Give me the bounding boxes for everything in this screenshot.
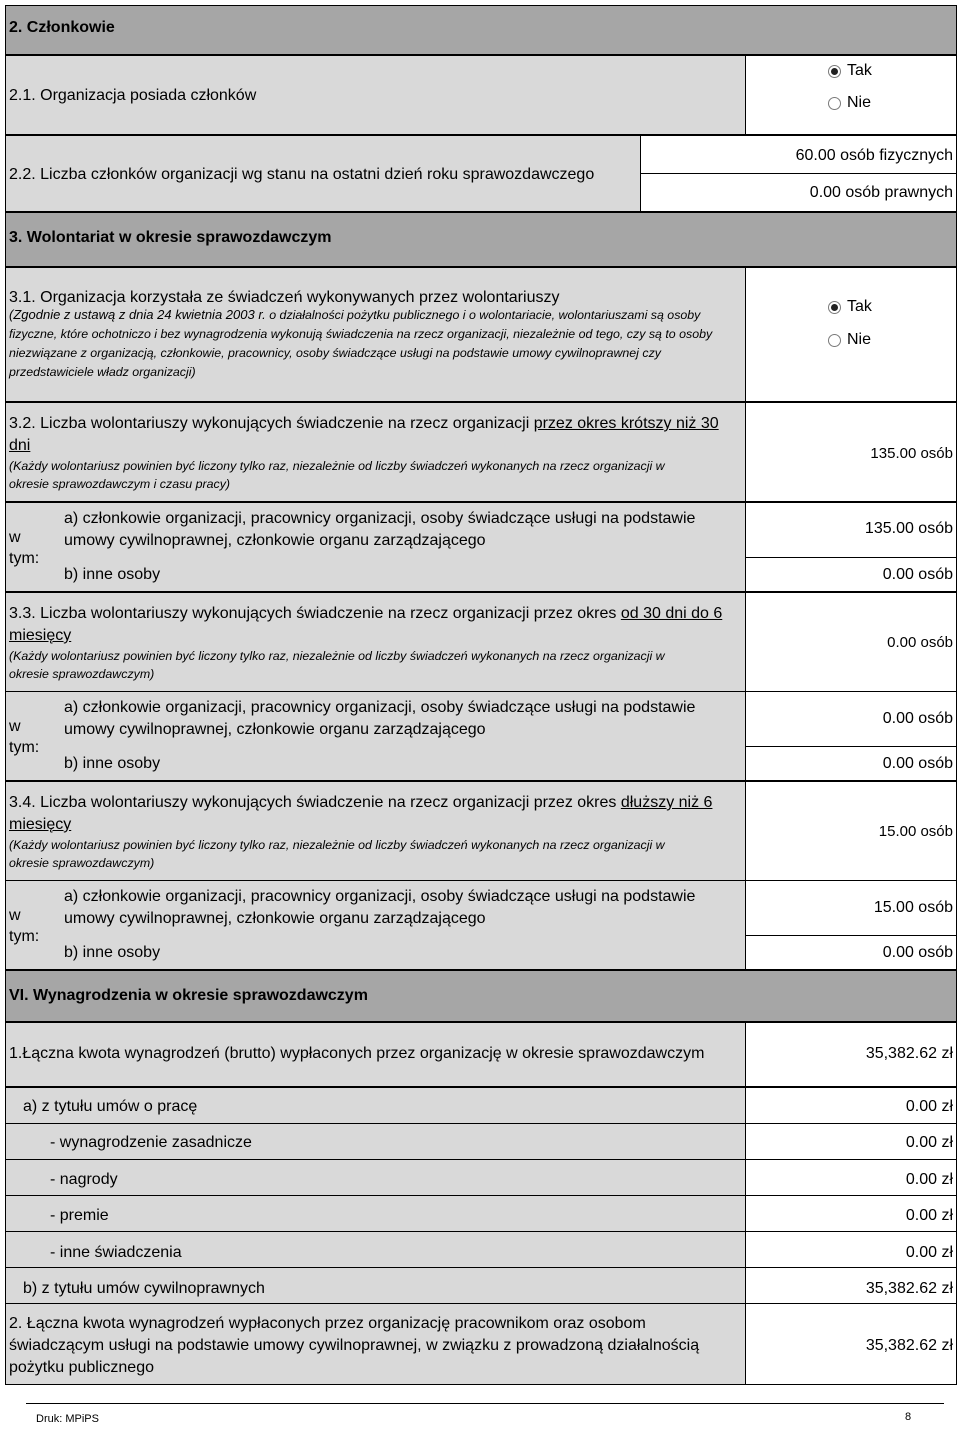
s6-q2-line1: 2. Łączna kwota wynagrodzeń wypłaconych przez organizację pracownikom oraz osobom [9, 1315, 646, 1332]
s6-row-1-value: 0.00 zł [905, 1134, 953, 1151]
q34-note-line1: (Każdy wolontariusz powinien być liczony tylko raz, niezależnie od liczby świadczeń wykonanych na rzecz organizacji w [9, 838, 665, 852]
q31-note-a: (Zgodnie z ustawą z dnia 24 kwietnia 2003 r. [9, 307, 266, 322]
q21-opt-nie-label: Nie [847, 94, 872, 111]
q21-label: 2.1. Organizacja posiada członków [9, 87, 257, 104]
q33-line1-text: 3.3. Liczba wolontariuszy wykonujących świadczenie na rzecz organizacji przez okres [9, 605, 621, 622]
q34-line1 [9, 795, 712, 811]
s6-row-0-value: 0.00 zł [905, 1098, 953, 1115]
q34-a-value: 15.00 osób [873, 899, 953, 916]
q33-line1-underlined: od 30 dni do 6 [620, 605, 723, 622]
q33-wtym-tym: tym: [9, 739, 40, 756]
q32-note-line2: okresie sprawozdawczym i czasu pracy) [9, 477, 231, 491]
q31-opt-nie-label: Nie [847, 331, 872, 348]
q22-label: 2.2. Liczba członków organizacji wg stanu na ostatni dzień roku sprawozdawczego [9, 166, 595, 183]
q22-value1: 60.00 osób fizycznych [795, 147, 953, 164]
q31-note-b: o działalności pożytku publicznego i o wolontariacie, wolontariuszami są osoby fizyczne, które ochotniczo i bez wynagrodzenia wykonują świadczenia na rzecz organizacji, niezależnie od tego, czy są to osoby niezwiązane z organizacją, członkowie, pracownicy, osoby świadczące usługi na podstawie umowy cywilnoprawnej czy przedstawiciele władz organizacji) [9, 308, 713, 379]
q33-sub-b: b) inne osoby [64, 755, 161, 772]
radio-unselected-icon [828, 97, 841, 110]
s6-row-5-label: b) z tytułu umów cywilnoprawnych [23, 1280, 265, 1297]
s6-q2-line2: świadczącym usługi na podstawie umowy cywilnoprawnej, w związku z prowadzoną działalnością [9, 1337, 700, 1354]
q32-line1 [9, 416, 719, 432]
q21-radio-tak[interactable] [828, 62, 872, 80]
q33-note-line1: (Każdy wolontariusz powinien być liczony tylko raz, niezależnie od liczby świadczeń wykonanych na rzecz organizacji w [9, 649, 665, 663]
q22-value2: 0.00 osób prawnych [809, 184, 953, 201]
q33-note-line2: okresie sprawozdawczym) [9, 667, 155, 681]
q34-line1-underlined: dłuższy niż 6 [620, 794, 713, 811]
s6-row-1-label: - wynagrodzenie zasadnicze [50, 1134, 252, 1151]
q21-radio-nie[interactable] [828, 94, 871, 112]
q32-sub-a-line1: a) członkowie organizacji, pracownicy organizacji, osoby świadczące usługi na podstawie [64, 510, 696, 527]
q32-total: 135.00 osób [870, 445, 953, 462]
footer-divider [26, 1403, 944, 1404]
q34-line2: miesięcy [9, 816, 72, 833]
q34-b-value: 0.00 osób [882, 944, 953, 961]
footer-print-label: Druk: MPiPS [36, 1413, 99, 1425]
s6-row-3-cell [5, 1195, 746, 1232]
q34-sub-a-line2: umowy cywilnoprawnej, członkowie organu zarządzającego [64, 910, 486, 927]
s6-row-3-label: - premie [50, 1207, 109, 1224]
q33-b-value: 0.00 osób [882, 755, 953, 772]
q34-sub-b: b) inne osoby [64, 944, 161, 961]
q34-total: 15.00 osób [878, 823, 953, 840]
q32-sub-a-line2: umowy cywilnoprawnej, członkowie organu zarządzającego [64, 532, 486, 549]
s6-row-4-label: - inne świadczenia [50, 1244, 182, 1261]
s6-row-3-value: 0.00 zł [905, 1207, 953, 1224]
q33-sub-a-line1: a) członkowie organizacji, pracownicy organizacji, osoby świadczące usługi na podstawie [64, 699, 696, 716]
q34-note-line2: okresie sprawozdawczym) [9, 856, 155, 870]
q32-note-line1: (Każdy wolontariusz powinien być liczony tylko raz, niezależnie od liczby świadczeń wykonanych na rzecz organizacji w [9, 459, 665, 473]
q33-line1 [9, 606, 722, 622]
q32-line1-text: 3.2. Liczba wolontariuszy wykonujących świadczenie na rzecz organizacji [9, 415, 534, 432]
radio-unselected-icon [828, 334, 841, 347]
radio-selected-icon [828, 65, 841, 78]
section-2-title: 2. Członkowie [9, 19, 115, 36]
q32-a-value: 135.00 osób [864, 520, 953, 537]
q31-radio-nie[interactable] [828, 331, 871, 349]
q31-label: 3.1. Organizacja korzystała ze świadczeń wykonywanych przez wolontariuszy [9, 289, 560, 306]
q33-wtym-w: w [9, 718, 21, 735]
s6-q1-value: 35,382.62 zł [865, 1045, 953, 1062]
section-3-title: 3. Wolontariat w okresie sprawozdawczym [9, 229, 332, 246]
q34-sub-a-line1: a) członkowie organizacji, pracownicy organizacji, osoby świadczące usługi na podstawie [64, 888, 696, 905]
q31-opt-tak-label: Tak [847, 298, 872, 315]
s6-row-0-label: a) z tytułu umów o pracę [23, 1098, 198, 1115]
q34-wtym-w: w [9, 907, 21, 924]
q34-line1-text: 3.4. Liczba wolontariuszy wykonujących świadczenie na rzecz organizacji przez okres [9, 794, 621, 811]
q33-total: 0.00 osób [887, 634, 953, 651]
q33-line2: miesięcy [9, 627, 72, 644]
q31-note [9, 305, 741, 382]
s6-q2-value: 35,382.62 zł [865, 1337, 953, 1354]
s6-q1-label: 1.Łączna kwota wynagrodzeń (brutto) wypłaconych przez organizację w okresie sprawozdawczym [9, 1045, 705, 1062]
s6-q2-line3: pożytku publicznego [9, 1359, 154, 1376]
q31-radio-tak[interactable] [828, 298, 872, 316]
section-6-title: VI. Wynagrodzenia w okresie sprawozdawczym [9, 987, 368, 1004]
q34-wtym-tym: tym: [9, 928, 40, 945]
q32-wtym-w: w [9, 529, 21, 546]
q32-line1-underlined: przez okres krótszy niż 30 [533, 415, 719, 432]
s6-row-2-label: - nagrody [50, 1171, 118, 1188]
q33-sub-a-line2: umowy cywilnoprawnej, członkowie organu zarządzającego [64, 721, 486, 738]
q33-a-value: 0.00 osób [882, 710, 953, 727]
q32-sub-b: b) inne osoby [64, 566, 161, 583]
s6-row-2-value: 0.00 zł [905, 1171, 953, 1188]
q32-wtym-tym: tym: [9, 550, 40, 567]
section-2-header [5, 5, 957, 55]
footer-page-number: 8 [905, 1411, 912, 1423]
s6-row-5-value: 35,382.62 zł [865, 1280, 953, 1297]
s6-row-4-value: 0.00 zł [905, 1244, 953, 1261]
radio-selected-icon [828, 301, 841, 314]
q32-line2: dni [9, 437, 31, 454]
q21-opt-tak-label: Tak [847, 62, 872, 79]
q32-b-value: 0.00 osób [882, 566, 953, 583]
